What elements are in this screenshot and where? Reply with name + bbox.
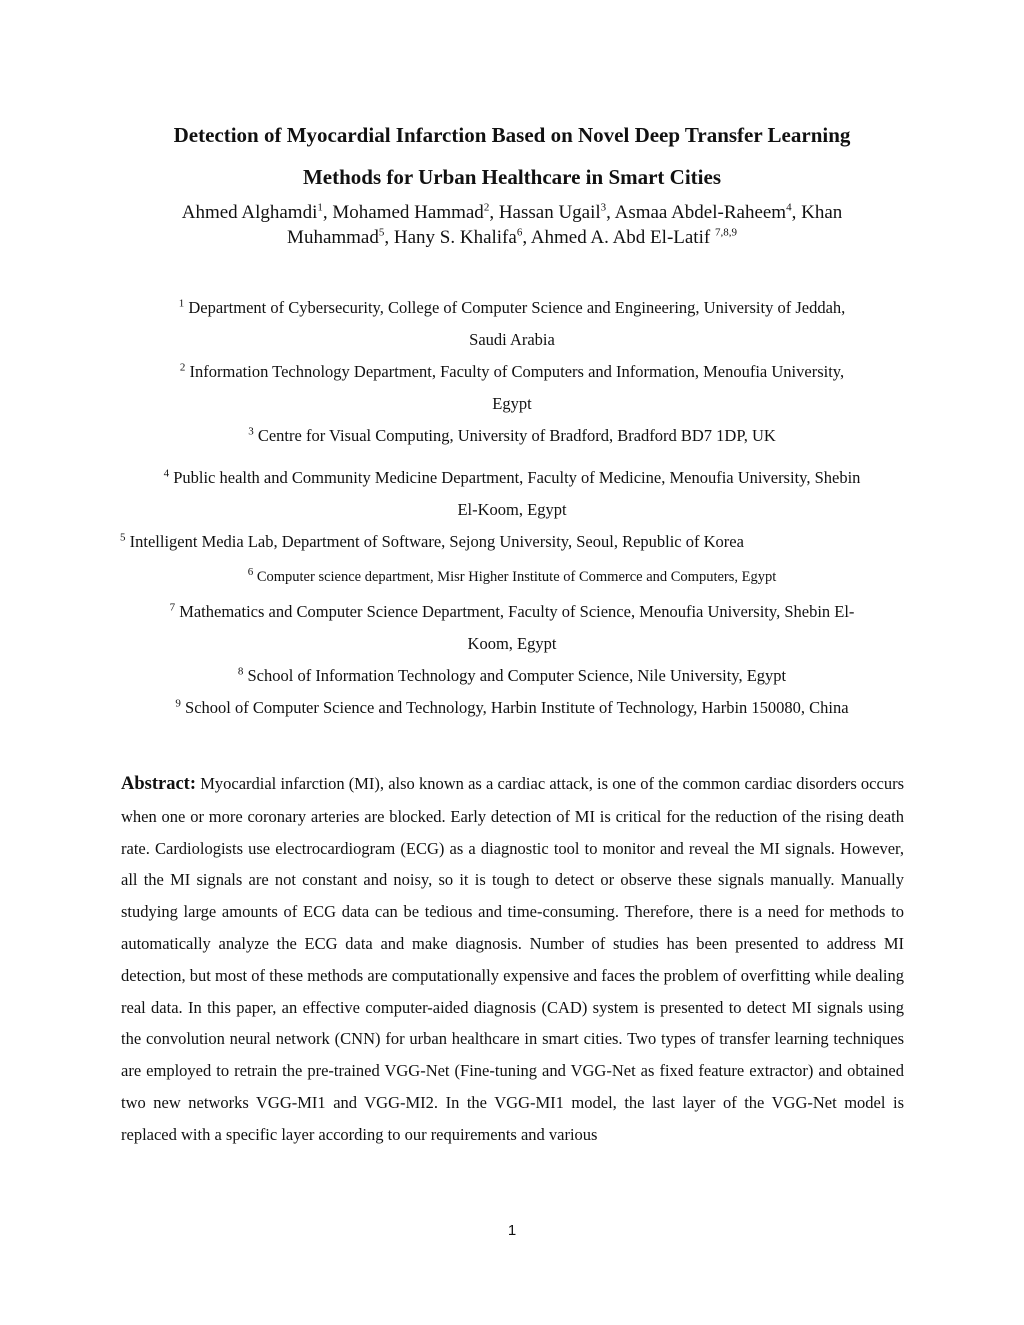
affiliation-item: $^3$ Centre for Visual Computing, University of Bradford, Bradford BD7 1DP, UK <box>248 425 776 445</box>
author: Hassan Ugail$^3$, <box>498 201 615 223</box>
author: Ahmed A. Abd El-Latif $^{7,8,9}$ <box>530 226 737 248</box>
page-number: 1 <box>507 1222 517 1239</box>
abstract-text: Myocardial infarction (MI), also known as a cardiac attack, is one of the common cardiac disorders occurs when one or more coronary arteries are blocked. Early detection of MI is critical for the reduction of the rising death rate. Cardiologists use electrocardiogram (ECG) as a diagnostic tool to monitor and reveal the MI signals. However, all the MI signals are not constant and noisy, so it is tough to detect or observe these signals manually. Manually studying large amounts of ECG data can be tedious and time-consuming. Therefore, there is a need for methods to automatically analyze the ECG data and make diagnosis. Number of studies has been presented to address MI detection, but most of these methods are computationally expensive and faces the problem of overfitting while dealing real data. In this paper, an effective computer-aided diagnosis (CAD) system is presented to detect MI signals using the convolution neural network (CNN) for urban healthcare in smart cities. Two types of transfer learning techniques are employed to retrain the pre-trained VGG-Net (Fine-tuning and VGG-Net as fixed feature extractor) and obtained two new networks VGG-MI1 and VGG-MI2. In the VGG-MI1 model, the last layer of the VGG-Net model is replaced with a specific layer according to our requirements and various <box>121 774 904 1144</box>
author: Hany S. Khalifa$^6$, <box>393 226 531 248</box>
author: Asmaa Abdel-Raheem$^4$, Khan <box>614 201 843 223</box>
title-line-2: Methods for Urban Healthcare in Smart Cities <box>302 165 721 189</box>
abstract-paragraph <box>121 768 904 1151</box>
affiliation-item: $^2$ Information Technology Department, Faculty of Computers and Information, Menoufia University, Egypt <box>179 361 845 413</box>
affiliation-item: $^1$ Department of Cybersecurity, College of Computer Science and Engineering, University of Jeddah, Saudi Arabia <box>178 297 846 349</box>
author: Muhammad$^5$, <box>287 226 394 248</box>
author-list <box>120 200 904 250</box>
paper-title <box>100 114 924 198</box>
affiliation-item: $^4$ Public health and Community Medicine Department, Faculty of Medicine, Menoufia University, Shebin El-Koom, Egypt <box>163 467 861 519</box>
author: Mohamed Hammad$^2$, <box>332 201 499 223</box>
affiliation-item: $^9$ School of Computer Science and Technology, Harbin Institute of Technology, Harbin 150080, China <box>175 697 849 717</box>
abstract-label: Abstract: <box>121 774 197 794</box>
author: Ahmed Alghamdi$^1$, <box>181 201 333 223</box>
affiliation-item: $^8$ School of Information Technology and Computer Science, Nile University, Egypt <box>237 665 787 685</box>
title-line-1: Detection of Myocardial Infarction Based on Novel Deep Transfer Learning <box>173 123 851 147</box>
affiliation-item: $^7$ Mathematics and Computer Science Department, Faculty of Science, Menoufia University, Shebin El- Koom, Egypt <box>169 601 855 653</box>
affiliation-item: $^5$ Intelligent Media Lab, Department of Software, Sejong University, Seoul, Republic of Korea <box>120 531 744 551</box>
affiliation-list <box>112 292 912 724</box>
affiliation-item: $^6$ Computer science department, Misr Higher Institute of Commerce and Computers, Egypt <box>247 566 777 585</box>
